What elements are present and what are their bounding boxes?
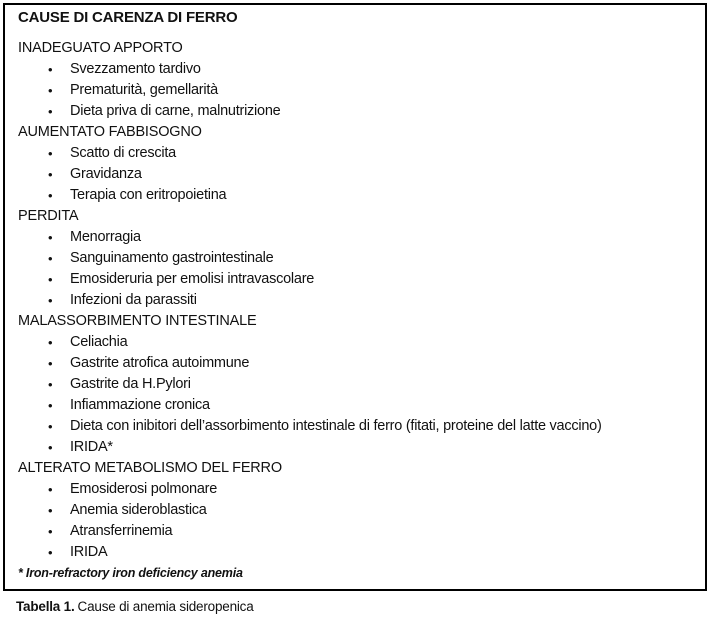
bullet-icon: • — [48, 62, 53, 77]
list-item — [18, 542, 695, 563]
list-item — [18, 395, 695, 416]
list-item-text: Gravidanza — [70, 166, 142, 182]
list-item — [18, 290, 695, 311]
table-title: CAUSE DI CARENZA DI FERRO — [18, 9, 238, 26]
list-item-text: Gastrite atrofica autoimmune — [70, 355, 250, 371]
list-item-text: Anemia sideroblastica — [70, 502, 207, 518]
list-item — [18, 101, 695, 122]
section-alterato-metabolismo — [18, 458, 695, 563]
list-item — [18, 521, 695, 542]
list-item — [18, 164, 695, 185]
list-item-text: IRIDA — [70, 544, 108, 560]
section-items — [18, 227, 695, 311]
bullet-icon: • — [48, 230, 53, 245]
list-item — [18, 332, 695, 353]
section-items — [18, 479, 695, 563]
bullet-icon: • — [48, 398, 53, 413]
bullet-icon: • — [48, 146, 53, 161]
list-item — [18, 248, 695, 269]
list-item — [18, 227, 695, 248]
list-item-text: Atransferrinemia — [70, 523, 173, 539]
list-item-text: Infezioni da parassiti — [70, 292, 197, 308]
bullet-icon: • — [48, 545, 53, 560]
bullet-icon: • — [48, 524, 53, 539]
bullet-icon: • — [48, 167, 53, 182]
list-item-text: Gastrite da H.Pylori — [70, 376, 191, 392]
list-item — [18, 59, 695, 80]
section-header: ALTERATO METABOLISMO DEL FERRO — [18, 460, 282, 476]
bullet-icon: • — [48, 188, 53, 203]
causes-table — [3, 3, 707, 591]
section-items — [18, 143, 695, 206]
section-malassorbimento-intestinale — [18, 311, 695, 458]
table-footnote: * Iron-refractory iron deficiency anemia — [18, 566, 243, 580]
section-inadeguato-apporto — [18, 38, 695, 122]
list-item-text: Svezzamento tardivo — [70, 61, 201, 77]
section-header: AUMENTATO FABBISOGNO — [18, 124, 202, 140]
list-item-text: Infiammazione cronica — [70, 397, 210, 413]
list-item — [18, 374, 695, 395]
section-items — [18, 332, 695, 458]
section-items — [18, 59, 695, 122]
list-item — [18, 80, 695, 101]
bullet-icon: • — [48, 440, 53, 455]
section-aumentato-fabbisogno — [18, 122, 695, 206]
list-item — [18, 500, 695, 521]
section-perdita — [18, 206, 695, 311]
bullet-icon: • — [48, 251, 53, 266]
bullet-icon: • — [48, 356, 53, 371]
section-header: MALASSORBIMENTO INTESTINALE — [18, 313, 257, 329]
list-item-text: Sanguinamento gastrointestinale — [70, 250, 274, 266]
list-item-text: Scatto di crescita — [70, 145, 176, 161]
list-item — [18, 479, 695, 500]
list-item-text: Celiachia — [70, 334, 128, 350]
bullet-icon: • — [48, 503, 53, 518]
list-item — [18, 143, 695, 164]
bullet-icon: • — [48, 482, 53, 497]
caption-text: Cause di anemia sideropenica — [77, 599, 254, 614]
list-item-text: Menorragia — [70, 229, 141, 245]
list-item-text: Emosiderosi polmonare — [70, 481, 218, 497]
list-item — [18, 437, 695, 458]
bullet-icon: • — [48, 272, 53, 287]
list-item — [18, 269, 695, 290]
bullet-icon: • — [48, 377, 53, 392]
bullet-icon: • — [48, 104, 53, 119]
table-caption — [16, 598, 254, 616]
list-item-text: Dieta priva di carne, malnutrizione — [70, 103, 281, 119]
bullet-icon: • — [48, 335, 53, 350]
list-item-text: Prematurità, gemellarità — [70, 82, 218, 98]
section-header: INADEGUATO APPORTO — [18, 40, 183, 56]
list-item-text: Dieta con inibitori dell’assorbimento intestinale di ferro (fitati, proteine del latte vaccino) — [70, 418, 602, 434]
list-item — [18, 416, 695, 437]
bullet-icon: • — [48, 83, 53, 98]
list-item — [18, 185, 695, 206]
bullet-icon: • — [48, 293, 53, 308]
list-item-text: Emosideruria per emolisi intravascolare — [70, 271, 315, 287]
list-item-text: Terapia con eritropoietina — [70, 187, 227, 203]
bullet-icon: • — [48, 419, 53, 434]
caption-label: Tabella 1. — [16, 599, 75, 614]
list-item-text: IRIDA* — [70, 439, 113, 455]
list-item — [18, 353, 695, 374]
section-header: PERDITA — [18, 208, 79, 224]
